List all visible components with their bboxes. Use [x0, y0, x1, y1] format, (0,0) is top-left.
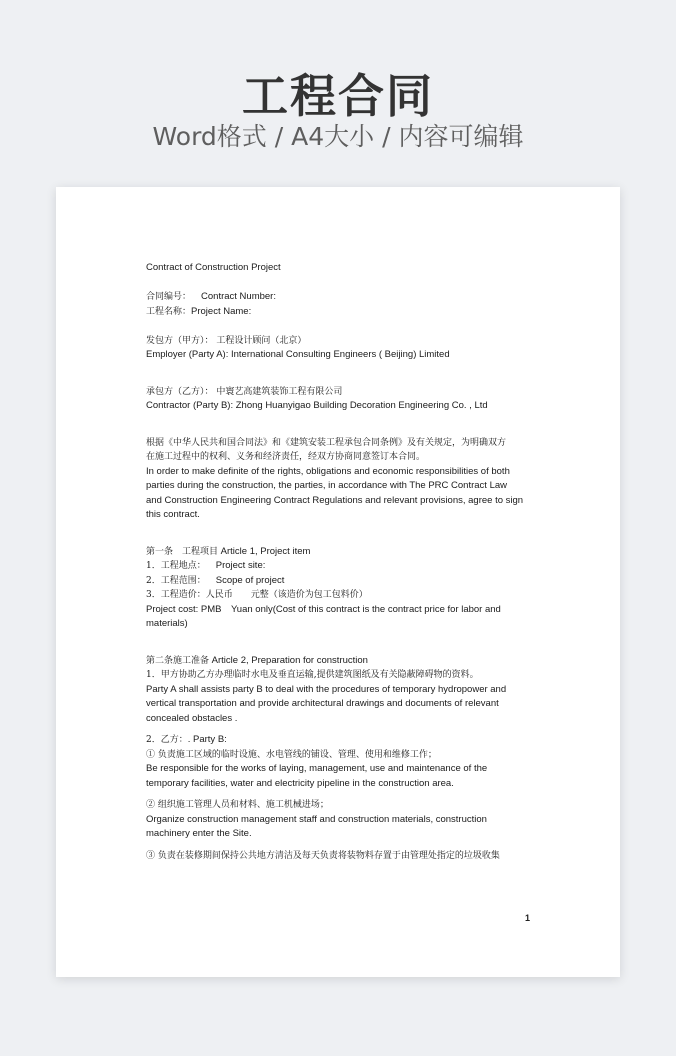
preamble-en-line: In order to make definite of the rights, obligations and economic responsibilities of both: [146, 465, 510, 477]
article-2-item-1-en: Party A shall assists party B to deal with the procedures of temporary hydropower and: [146, 683, 507, 695]
article-1-heading-en: Article 1, Project item: [220, 545, 311, 557]
document-page: [56, 187, 620, 977]
page-number: 1: [524, 913, 530, 923]
preamble-en-line: this contract.: [146, 509, 200, 520]
item-label-cn: 2．工程范围：: [146, 575, 206, 586]
party-b-en: Contractor (Party B): Zhong Huanyigao Building Decoration Engineering Co. , Ltd: [146, 400, 488, 411]
sub-item-1-en: Be responsible for the works of laying, management, use and maintenance of the: [146, 763, 488, 774]
item-label-en: Project site:: [215, 560, 266, 571]
project-name-label-en: Project Name:: [191, 305, 252, 317]
sub-item-2-en: machinery enter the Site.: [146, 828, 252, 839]
banner-subtitle: Word格式 / A4大小 / 内容可编辑: [152, 122, 524, 151]
project-name-line: [146, 305, 546, 320]
preamble-cn-line: 根据《中华人民共和国合同法》和《建筑安装工程承包合同条例》及有关规定，为明确双方: [146, 437, 507, 448]
article-1-item-1: [146, 559, 546, 574]
preamble-cn-line: 在施工过程中的权利、义务和经济责任，经双方协商同意签订本合同。: [146, 452, 426, 462]
preamble-en-line: parties during the construction, the parties, in accordance with The PRC Contract Law: [146, 480, 508, 491]
article-2-item-1-en: concealed obstacles .: [146, 712, 238, 724]
sub-item-2-cn: ② 组织施工管理人员和材料、施工机械进场；: [146, 800, 329, 810]
sub-item-3-cn: ③ 负责在装修期间保持公共地方清洁及每天负责将装物料存置于由管理处指定的垃圾收集: [146, 850, 500, 861]
sub-item-2-en: Organize construction management staff and construction materials, construction: [146, 813, 487, 825]
document-heading: Contract of Construction Project: [146, 262, 281, 273]
item-label-en: . Party B:: [187, 734, 227, 745]
item-label-cn: 2．乙方：: [146, 735, 188, 745]
contract-number-label-en: Contract Number:: [201, 291, 276, 302]
document-body: [146, 261, 546, 863]
party-a-cn: 发包方（甲方）： 工程设计顾问（北京）: [146, 335, 307, 346]
article-1-heading-cn: 第一条 工程项目: [146, 546, 219, 557]
article-2-heading: [146, 654, 546, 669]
sub-item-1-en: temporary facilities, water and electricity pipeline in the construction area.: [146, 777, 454, 789]
article-2-heading-cn: 第二条施工准备: [146, 655, 210, 666]
article-1-heading: [146, 545, 546, 560]
article-2-item-1-cn: 1．甲方协助乙方办理临时水电及垂直运输,提供建筑图纸及有关隐蔽障碍物的资料。: [146, 670, 479, 680]
article-2-item-2: [146, 733, 546, 748]
item-label-en: Scope of project: [215, 574, 285, 586]
contract-number-line: [146, 290, 546, 305]
sub-item-1-cn: ① 负责施工区域的临时设施、水电管线的铺设、管理、使用和维修工作；: [146, 749, 437, 760]
item-label-cn: 1．工程地点：: [146, 561, 206, 571]
banner-title: 工程合同: [242, 69, 434, 123]
article-1-item-3: 3．工程造价：人民币 元整（该造价为包工包料价）: [146, 590, 368, 600]
contract-number-label-cn: 合同编号：: [146, 292, 192, 302]
party-a-en: Employer (Party A): International Consulting Engineers ( Beijing) Limited: [146, 349, 450, 360]
preamble-en-line: and Construction Engineering Contract Regulations and relevant provisions, agree to sign: [146, 494, 524, 506]
project-cost-en-line: Project cost: PMB Yuan only(Cost of this contract is the contract price for labor and: [146, 603, 501, 615]
article-2-heading-en: Article 2, Preparation for construction: [211, 654, 368, 666]
article-2-item-1-en: vertical transportation and provide architectural drawings and documents of relevant: [146, 698, 499, 709]
party-b-cn: 承包方（乙方）： 中寰艺高建筑装饰工程有限公司: [146, 386, 343, 397]
article-1-item-2: [146, 574, 546, 589]
project-name-label-cn: 工程名称：: [146, 306, 192, 317]
project-cost-en-line: materials): [146, 618, 188, 629]
